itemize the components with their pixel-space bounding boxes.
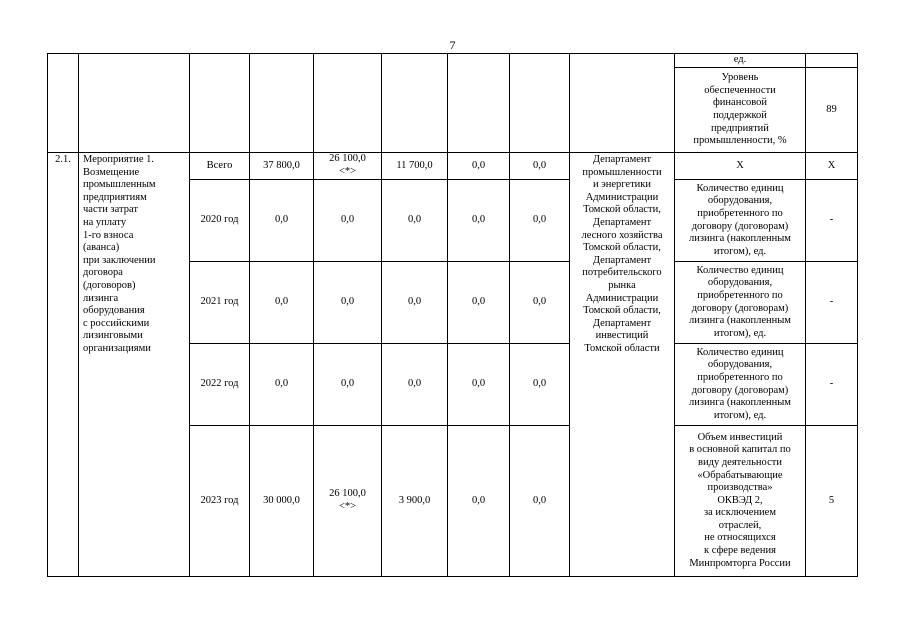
other-cell: 0,0	[532, 494, 547, 506]
regional-cell: 0,0	[407, 296, 422, 308]
total-cell: 37 800,0	[263, 159, 300, 171]
total-cell: 0,0	[274, 378, 289, 390]
other-cell: 0,0	[532, 159, 547, 171]
program-table	[47, 53, 858, 577]
other-cell: 0,0	[532, 214, 547, 226]
measure-name: Мероприятие 1. Возмещение промышленным предприятиям части затрат на уплату 1-го взноса (аванса) при заключении договора (договоров) лизинга оборудования с российскими лизинговыми организациями	[83, 154, 156, 354]
municipal-cell: 0,0	[471, 214, 486, 226]
municipal-cell: 0,0	[471, 159, 486, 171]
row-number: 2.1.	[55, 154, 71, 165]
regional-cell: 11 700,0	[396, 159, 433, 171]
regional-cell: 3 900,0	[398, 494, 431, 506]
indicator-cell: Количество единиц оборудования, приобретенного по договору (договорам) лизинга (накопленным итогом), ед.	[689, 346, 791, 421]
federal-cell: 0,0	[340, 214, 355, 226]
indicator-cell: Х	[736, 159, 744, 171]
indicator-value: Х	[827, 159, 836, 171]
federal-cell: 26 100,0 <*>	[329, 488, 366, 512]
regional-cell: 0,0	[407, 378, 422, 390]
period-cell: 2022 год	[200, 378, 239, 390]
other-cell: 0,0	[532, 378, 547, 390]
indicator-value: -	[829, 296, 834, 308]
indicator-value: 5	[828, 494, 835, 506]
municipal-cell: 0,0	[471, 494, 486, 506]
indicator-cell: Объем инвестиций в основной капитал по виду деятельности «Обрабатывающие производства» ОКВЭД 2, за исключением отраслей, не относящихся к сфере ведения Минпромторга России	[689, 431, 791, 569]
total-cell: 0,0	[274, 214, 289, 226]
indicator-value: -	[829, 378, 834, 390]
indicator-value: -	[829, 214, 834, 226]
period-cell: 2021 год	[200, 296, 239, 308]
table-line	[47, 53, 48, 577]
table-line	[857, 53, 858, 577]
unit-tail: ед.	[733, 54, 747, 66]
indicator-cell: Уровень обеспеченности финансовой поддержкой предприятий промышленности, %	[693, 72, 787, 147]
indicator-cell: Количество единиц оборудования, приобретенного по договору (договорам) лизинга (накопленным итогом), ед.	[689, 264, 791, 339]
total-cell: 0,0	[274, 296, 289, 308]
indicator-value: 89	[826, 103, 837, 115]
page-number: 7	[449, 38, 456, 52]
federal-cell: 0,0	[340, 378, 355, 390]
period-cell: 2020 год	[200, 214, 239, 226]
total-cell: 30 000,0	[263, 494, 300, 506]
table-line	[47, 576, 858, 577]
federal-cell: 0,0	[340, 296, 355, 308]
indicator-cell: Количество единиц оборудования, приобретенного по договору (договорам) лизинга (накопленным итогом), ед.	[689, 182, 791, 257]
regional-cell: 0,0	[407, 214, 422, 226]
period-cell: 2023 год	[200, 494, 239, 506]
other-cell: 0,0	[532, 296, 547, 308]
federal-cell: 26 100,0 <*>	[329, 153, 366, 177]
executor-cell: Департамент промышленности и энергетики Администрации Томской области, Департамент лесного хозяйства Томской области, Департамент потребительского рынка Администрации Томской области, Департамент инвестиций Томской области	[581, 154, 663, 354]
period-cell: Всего	[206, 159, 233, 171]
municipal-cell: 0,0	[471, 378, 486, 390]
table-line	[78, 53, 79, 577]
municipal-cell: 0,0	[471, 296, 486, 308]
